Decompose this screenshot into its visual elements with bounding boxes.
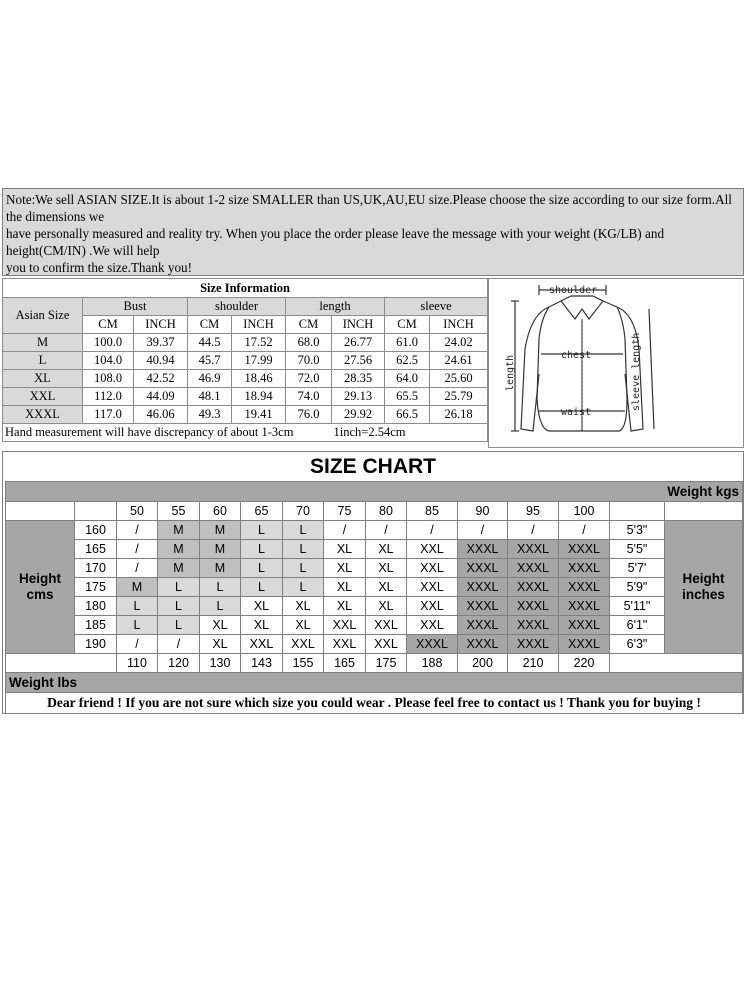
sleeve-header: sleeve xyxy=(385,298,488,316)
weight-kg-value: 50 xyxy=(117,502,158,521)
size-value: 24.02 xyxy=(430,334,488,352)
size-cell: L xyxy=(283,540,324,559)
size-chart-row xyxy=(6,635,743,654)
size-value: 17.99 xyxy=(232,352,286,370)
waist-label: waist xyxy=(561,407,592,418)
size-value: 64.0 xyxy=(385,370,430,388)
size-cell: L xyxy=(200,578,241,597)
size-cell: / xyxy=(117,521,158,540)
size-cell: / xyxy=(324,521,366,540)
size-cell: / xyxy=(407,521,458,540)
unit-header: INCH xyxy=(232,316,286,334)
note-line-3: you to confirm the size.Thank you! xyxy=(6,260,193,275)
size-cell: XXL xyxy=(407,578,458,597)
size-cell: XXXL xyxy=(458,635,508,654)
height-inches-label: Height inches xyxy=(665,521,743,654)
size-value: 29.92 xyxy=(332,406,385,424)
size-cell: / xyxy=(508,521,559,540)
weight-kg-value: 90 xyxy=(458,502,508,521)
size-cell: XXL xyxy=(407,559,458,578)
size-cell: L xyxy=(241,540,283,559)
size-cell: / xyxy=(559,521,610,540)
size-label: XXL xyxy=(3,388,83,406)
size-value: 24.61 xyxy=(430,352,488,370)
size-cell: M xyxy=(200,559,241,578)
size-value: 104.0 xyxy=(83,352,134,370)
size-label: XL xyxy=(3,370,83,388)
height-inch-value: 5'11" xyxy=(610,597,665,616)
size-value: 44.5 xyxy=(188,334,232,352)
size-cell: L xyxy=(117,616,158,635)
blank-cell xyxy=(75,502,117,521)
size-cell: XXL xyxy=(407,616,458,635)
weight-kg-value: 95 xyxy=(508,502,559,521)
size-value: 117.0 xyxy=(83,406,134,424)
size-cell: XXXL xyxy=(559,597,610,616)
shoulder-header: shoulder xyxy=(188,298,286,316)
size-value: 65.5 xyxy=(385,388,430,406)
unit-header: CM xyxy=(188,316,232,334)
size-cell: XXL xyxy=(324,616,366,635)
size-information-table xyxy=(2,278,488,442)
weight-kg-value: 80 xyxy=(366,502,407,521)
weight-lb-value: 130 xyxy=(200,654,241,673)
bust-header: Bust xyxy=(83,298,188,316)
unit-header: CM xyxy=(286,316,332,334)
size-cell: / xyxy=(366,521,407,540)
weight-lb-value: 188 xyxy=(407,654,458,673)
size-cell: XL xyxy=(366,597,407,616)
size-chart-row xyxy=(6,521,743,540)
weight-kg-value: 85 xyxy=(407,502,458,521)
size-cell: L xyxy=(283,578,324,597)
size-value: 100.0 xyxy=(83,334,134,352)
size-cell: / xyxy=(458,521,508,540)
size-cell: XXXL xyxy=(458,578,508,597)
unit-header: INCH xyxy=(332,316,385,334)
shoulder-label: shoulder xyxy=(549,285,598,296)
height-cm-value: 165 xyxy=(75,540,117,559)
size-value: 74.0 xyxy=(286,388,332,406)
size-cell: XL xyxy=(283,616,324,635)
size-cell: / xyxy=(117,635,158,654)
shirt-icon xyxy=(489,279,743,447)
size-cell: L xyxy=(283,559,324,578)
weight-kg-value: 70 xyxy=(283,502,324,521)
size-value: 44.09 xyxy=(134,388,188,406)
size-value: 26.77 xyxy=(332,334,385,352)
size-cell: XXXL xyxy=(508,616,559,635)
size-value: 29.13 xyxy=(332,388,385,406)
size-cell: M xyxy=(158,559,200,578)
unit-header: INCH xyxy=(134,316,188,334)
weight-lbs-header: Weight lbs xyxy=(6,673,743,693)
length-label: length xyxy=(505,354,516,391)
size-cell: XL xyxy=(241,616,283,635)
size-value: 17.52 xyxy=(232,334,286,352)
size-value: 68.0 xyxy=(286,334,332,352)
size-cell: XXXL xyxy=(508,540,559,559)
size-cell: XXXL xyxy=(508,559,559,578)
weight-kg-value: 60 xyxy=(200,502,241,521)
size-chart-table xyxy=(5,481,743,714)
size-cell: XXXL xyxy=(559,616,610,635)
size-cell: XL xyxy=(241,597,283,616)
blank-cell xyxy=(610,654,743,673)
height-inch-value: 6'1" xyxy=(610,616,665,635)
size-value: 45.7 xyxy=(188,352,232,370)
size-cell: M xyxy=(158,521,200,540)
size-cell: / xyxy=(158,635,200,654)
size-cell: XL xyxy=(283,597,324,616)
size-cell: L xyxy=(117,597,158,616)
weight-lb-value: 175 xyxy=(366,654,407,673)
size-cell: M xyxy=(117,578,158,597)
weight-lb-value: 110 xyxy=(117,654,158,673)
size-cell: XL xyxy=(324,578,366,597)
height-cm-value: 175 xyxy=(75,578,117,597)
size-value: 39.37 xyxy=(134,334,188,352)
unit-header: CM xyxy=(83,316,134,334)
size-cell: XXL xyxy=(241,635,283,654)
size-label: M xyxy=(3,334,83,352)
weight-lb-value: 210 xyxy=(508,654,559,673)
height-cm-value: 185 xyxy=(75,616,117,635)
size-chart xyxy=(2,451,744,714)
weight-lb-value: 143 xyxy=(241,654,283,673)
size-cell: XXXL xyxy=(407,635,458,654)
inch-conversion: 1inch=2.54cm xyxy=(332,424,488,442)
size-cell: XL xyxy=(366,559,407,578)
height-inch-value: 6'3" xyxy=(610,635,665,654)
height-cms-label: Height cms xyxy=(6,521,75,654)
size-cell: XXL xyxy=(407,597,458,616)
size-row xyxy=(3,370,488,388)
size-value: 108.0 xyxy=(83,370,134,388)
size-cell: L xyxy=(200,597,241,616)
weight-kg-value: 75 xyxy=(324,502,366,521)
size-cell: XL xyxy=(366,578,407,597)
size-row xyxy=(3,334,488,352)
size-label: L xyxy=(3,352,83,370)
chest-label: chest xyxy=(561,350,592,361)
weight-kg-value: 100 xyxy=(559,502,610,521)
size-chart-row xyxy=(6,616,743,635)
size-value: 61.0 xyxy=(385,334,430,352)
height-cm-value: 160 xyxy=(75,521,117,540)
size-cell: M xyxy=(158,540,200,559)
size-cell: XL xyxy=(324,597,366,616)
sleeve-length-label: sleeve length xyxy=(631,332,642,411)
size-cell: XXL xyxy=(324,635,366,654)
blank-cell xyxy=(610,502,665,521)
blank-cell xyxy=(6,502,75,521)
note-line-2: have personally measured and reality try. When you place the order please leave the message with your weight (KG/LB) and height(CM/IN) .We will help xyxy=(6,226,665,258)
height-cm-value: 180 xyxy=(75,597,117,616)
height-inch-value: 5'5" xyxy=(610,540,665,559)
size-cell: M xyxy=(200,521,241,540)
size-cell: XXXL xyxy=(508,635,559,654)
asian-size-header: Asian Size xyxy=(3,298,83,334)
weight-lb-value: 200 xyxy=(458,654,508,673)
size-cell: M xyxy=(200,540,241,559)
weight-kgs-header: Weight kgs xyxy=(6,482,743,502)
size-cell: XXXL xyxy=(559,540,610,559)
weight-lb-value: 120 xyxy=(158,654,200,673)
size-cell: / xyxy=(117,540,158,559)
friend-message: Dear friend ! If you are not sure which size you could wear . Please feel free to contact us ! Thank you for buying ! xyxy=(6,693,743,714)
size-cell: L xyxy=(241,559,283,578)
size-cell: XXXL xyxy=(559,578,610,597)
shirt-measurement-diagram xyxy=(488,278,744,448)
size-cell: XXL xyxy=(366,635,407,654)
size-cell: XXXL xyxy=(508,578,559,597)
size-value: 42.52 xyxy=(134,370,188,388)
size-value: 18.94 xyxy=(232,388,286,406)
height-inch-value: 5'3" xyxy=(610,521,665,540)
size-cell: XXXL xyxy=(458,616,508,635)
size-cell: L xyxy=(158,578,200,597)
size-note xyxy=(2,188,744,276)
weight-kg-value: 65 xyxy=(241,502,283,521)
size-value: 62.5 xyxy=(385,352,430,370)
blank-cell xyxy=(665,502,743,521)
size-cell: L xyxy=(241,578,283,597)
size-value: 70.0 xyxy=(286,352,332,370)
size-value: 72.0 xyxy=(286,370,332,388)
size-label: XXXL xyxy=(3,406,83,424)
size-chart-row xyxy=(6,540,743,559)
size-value: 46.9 xyxy=(188,370,232,388)
size-cell: XL xyxy=(200,635,241,654)
unit-header: CM xyxy=(385,316,430,334)
size-cell: L xyxy=(158,616,200,635)
size-cell: XXXL xyxy=(508,597,559,616)
height-inch-value: 5'7' xyxy=(610,559,665,578)
size-cell: L xyxy=(158,597,200,616)
size-cell: L xyxy=(241,521,283,540)
size-cell: XXL xyxy=(283,635,324,654)
measurement-disclaimer: Hand measurement will have discrepancy of about 1-3cm xyxy=(3,424,332,442)
height-inch-value: 5'9" xyxy=(610,578,665,597)
weight-kg-value: 55 xyxy=(158,502,200,521)
size-information-title: Size Information xyxy=(3,279,488,298)
size-value: 49.3 xyxy=(188,406,232,424)
size-cell: XL xyxy=(324,540,366,559)
size-value: 27.56 xyxy=(332,352,385,370)
weight-lb-value: 155 xyxy=(283,654,324,673)
size-value: 19.41 xyxy=(232,406,286,424)
unit-header: INCH xyxy=(430,316,488,334)
size-chart-row xyxy=(6,559,743,578)
size-row xyxy=(3,388,488,406)
size-value: 25.79 xyxy=(430,388,488,406)
weight-lb-value: 220 xyxy=(559,654,610,673)
height-cm-value: 170 xyxy=(75,559,117,578)
length-header: length xyxy=(286,298,385,316)
height-cm-value: 190 xyxy=(75,635,117,654)
blank-cell xyxy=(6,654,117,673)
size-value: 48.1 xyxy=(188,388,232,406)
weight-lb-value: 165 xyxy=(324,654,366,673)
size-value: 28.35 xyxy=(332,370,385,388)
size-value: 76.0 xyxy=(286,406,332,424)
size-cell: XXL xyxy=(366,616,407,635)
size-cell: XL xyxy=(324,559,366,578)
size-value: 40.94 xyxy=(134,352,188,370)
size-value: 112.0 xyxy=(83,388,134,406)
size-cell: L xyxy=(283,521,324,540)
size-cell: XXXL xyxy=(559,559,610,578)
size-cell: XXXL xyxy=(458,559,508,578)
size-chart-row xyxy=(6,597,743,616)
size-cell: XXXL xyxy=(559,635,610,654)
size-value: 25.60 xyxy=(430,370,488,388)
size-cell: / xyxy=(117,559,158,578)
size-row xyxy=(3,406,488,424)
size-chart-title: SIZE CHART xyxy=(310,455,436,478)
size-cell: XXXL xyxy=(458,597,508,616)
size-chart-row xyxy=(6,578,743,597)
size-value: 66.5 xyxy=(385,406,430,424)
size-cell: XXXL xyxy=(458,540,508,559)
size-row xyxy=(3,352,488,370)
size-value: 26.18 xyxy=(430,406,488,424)
size-value: 18.46 xyxy=(232,370,286,388)
note-line-1: Note:We sell ASIAN SIZE.It is about 1-2 size SMALLER than US,UK,AU,EU size.Please choose the size according to our size form.All the dimensions we xyxy=(6,192,732,224)
size-value: 46.06 xyxy=(134,406,188,424)
size-cell: XL xyxy=(200,616,241,635)
size-cell: XXL xyxy=(407,540,458,559)
size-cell: XL xyxy=(366,540,407,559)
